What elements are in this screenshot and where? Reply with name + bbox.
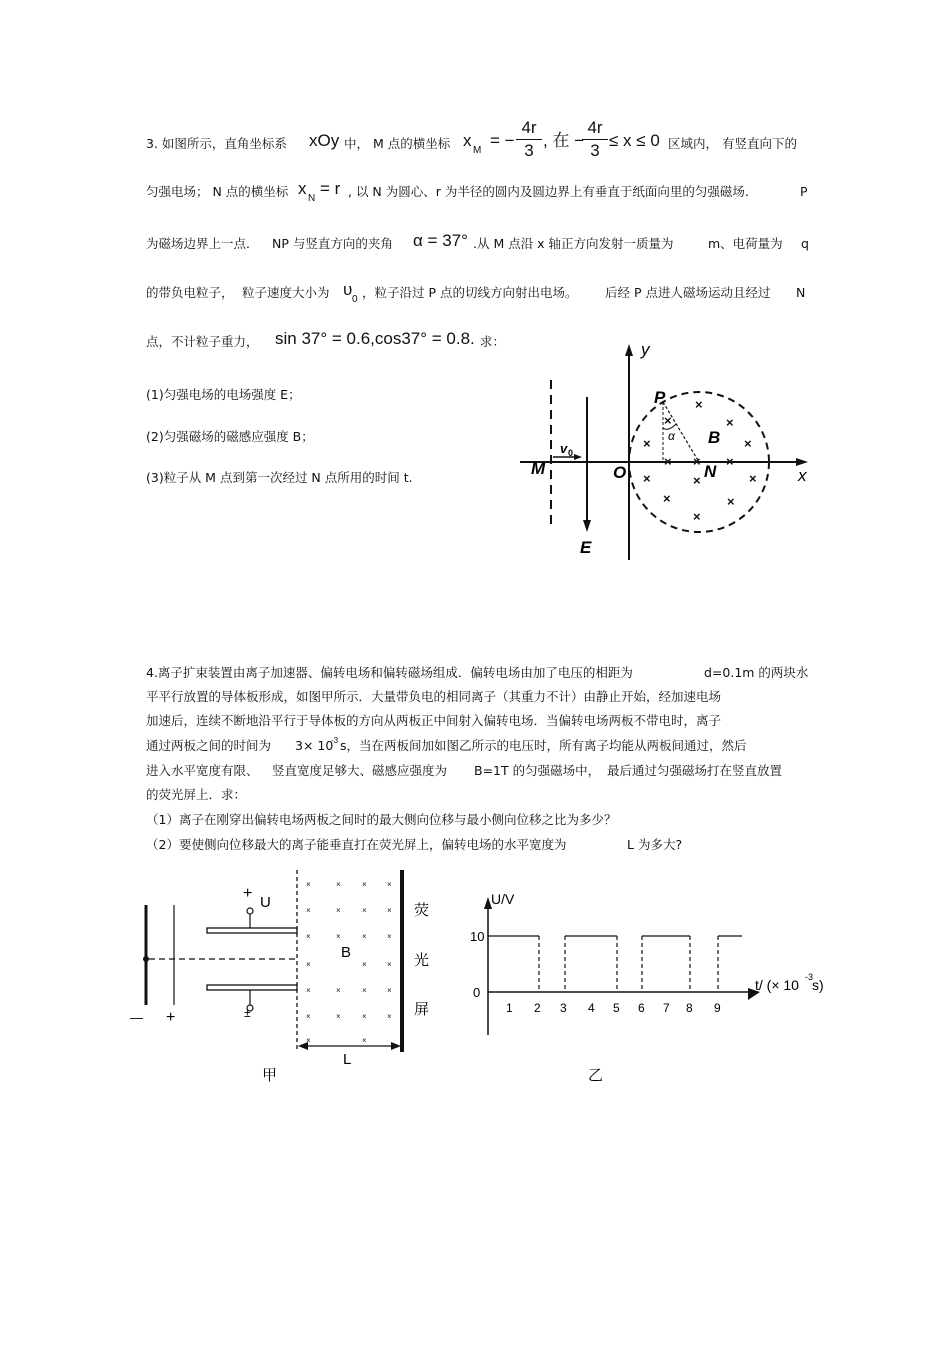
q4-line5-d: 最后通过匀强磁场打在竖直放置 — [607, 763, 783, 778]
q3-line4-b: 粒子速度大小为 — [242, 285, 330, 300]
q3-line4-f: 后经 P 点进人磁场运动且经过 — [605, 285, 771, 300]
jia-L: L — [343, 1051, 352, 1068]
yi-tick-6: 6 — [638, 1001, 645, 1015]
field-dot: × — [336, 906, 341, 915]
q3-fig-E: E — [580, 538, 592, 557]
q3-sub2: (2)匀强磁场的磁感应强度 B； — [146, 429, 314, 444]
q4-sub2-a: （2）要使侧向位移最大的离子能垂直打在荧光屏上，偏转电场的水平宽度为 — [146, 837, 567, 852]
yi-tick-7: 7 — [663, 1001, 670, 1015]
q3-line3-d: .从 M 点沿 x 轴正方向发射一质量为 — [473, 236, 674, 251]
q3-fig-alpha: α — [668, 429, 675, 443]
q4-line5-a: 进入水平宽度有限、 — [146, 763, 259, 778]
q3-xm-sub: M — [473, 145, 482, 156]
q3-v0-sub: 0 — [352, 294, 358, 305]
q3-fig-O: O — [613, 463, 627, 482]
yi-tick-8: 8 — [686, 1001, 693, 1015]
yi-xlabel-c: s) — [812, 977, 824, 993]
field-dot: × — [306, 906, 311, 915]
q4-line5-c: B=1T 的匀强磁场中， — [474, 763, 601, 778]
yi-tick-4: 4 — [588, 1001, 595, 1015]
q4-line4-d: s，当在两板间加如图乙所示的电压时，所有离子均能从两板间通过，然后 — [340, 738, 747, 753]
q3-line3-b: NP 与竖直方向的夹角 — [272, 236, 393, 251]
jia-caption: 甲 — [262, 1067, 278, 1084]
field-dot: × — [387, 880, 392, 889]
yi-tick-3: 3 — [560, 1001, 567, 1015]
q3-line1-a: 3. 如图所示，直角坐标系 — [146, 136, 287, 151]
q3-xn-sub: N — [308, 193, 316, 204]
q3-line5-a: 点，不计粒子重力， — [146, 334, 259, 349]
q3-trig: sin 37° = 0.6,cos37° = 0.8. — [275, 329, 475, 348]
field-cross: × — [727, 494, 735, 509]
yi-y0: 0 — [473, 985, 481, 1000]
field-cross: × — [744, 436, 752, 451]
jia-screen-1: 荧 — [414, 902, 430, 919]
q3-line4-a: 的带负电粒子， — [146, 285, 234, 300]
q3-line4-e: ，粒子沿过 P 点的切线方向射出电场。 — [362, 285, 578, 300]
q4-line6: 的荧光屏上．求： — [146, 787, 247, 802]
yi-tick-2: 2 — [534, 1001, 541, 1015]
field-dot: × — [362, 932, 367, 941]
jia-screen-3: 屏 — [414, 1001, 430, 1018]
q4-sub1: （1）离子在刚穿出偏转电场两板之间时的最大侧向位移与最小侧向位移之比为多少？ — [146, 812, 617, 827]
yi-caption: 乙 — [588, 1067, 604, 1084]
q3-line4-g: N — [796, 285, 806, 300]
field-dot: × — [387, 1012, 392, 1021]
field-cross: × — [664, 454, 672, 469]
jia-screen-2: 光 — [414, 952, 430, 969]
field-dot: × — [362, 986, 367, 995]
field-cross: × — [664, 413, 672, 428]
field-cross: × — [749, 471, 757, 486]
field-cross: × — [663, 491, 671, 506]
field-cross: × — [693, 509, 701, 524]
q3-fig-x: x — [798, 466, 807, 485]
q3-line1-i: 区域内， 有竖直向下的 — [668, 136, 797, 151]
field-dot: × — [362, 1012, 367, 1021]
q3-eq-minus: = − — [490, 131, 515, 150]
q4-line4-a: 通过两板之间的时间为 — [146, 738, 272, 753]
field-cross: × — [726, 454, 734, 469]
q4-line4-c: -3 — [331, 736, 339, 745]
q3-fraction-2: 4r 3 — [582, 118, 608, 161]
field-dot: × — [306, 1012, 311, 1021]
q3-xm: x — [463, 131, 472, 150]
field-cross: × — [643, 436, 651, 451]
yi-y10: 10 — [470, 929, 485, 944]
q3-fig-y: y — [641, 340, 650, 359]
q4-line5-b: 竖直宽度足够大、磁感应强度为 — [272, 763, 448, 778]
yi-tick-9: 9 — [714, 1001, 721, 1015]
q3-fig-N: N — [704, 462, 717, 481]
jia-plus-top: + — [243, 885, 253, 902]
field-dot: × — [336, 1012, 341, 1021]
field-dot: × — [306, 1036, 311, 1045]
field-cross: × — [693, 454, 701, 469]
field-cross: × — [693, 473, 701, 488]
q3-fig-P: P — [654, 388, 666, 407]
yi-ylabel: U/V — [491, 891, 515, 907]
q4-line1-b: d=0.1m 的两块水 — [704, 665, 809, 680]
field-dot: × — [362, 1036, 367, 1045]
q3-fig-M: M — [531, 459, 546, 478]
q3-line2-a: 匀强电场； N 点的横坐标 — [146, 184, 289, 199]
jia-minus-left: — — [130, 1010, 143, 1025]
field-dot: × — [306, 986, 311, 995]
jia-plus-left: + — [166, 1009, 176, 1026]
q3-alpha-eq: α = 37° — [413, 231, 468, 250]
q3-range-end: ≤ x ≤ 0 — [609, 131, 660, 150]
yi-xlabel-a: t/ (× 10 — [755, 977, 799, 993]
field-dot: × — [306, 880, 311, 889]
yi-tick-5: 5 — [613, 1001, 620, 1015]
field-dot: × — [387, 986, 392, 995]
jia-minus-bottom: ± — [244, 1006, 251, 1020]
field-dot: × — [336, 932, 341, 941]
q3-sub3: (3)粒子从 M 点到第一次经过 N 点所用的时间 t. — [146, 470, 413, 485]
q3-xoy: xOy — [309, 131, 340, 150]
field-dot: × — [306, 960, 311, 969]
q3-xn-eq: = r — [320, 179, 341, 198]
jia-B: B — [341, 944, 352, 961]
q3-line3-f: q — [801, 236, 809, 251]
q4-sub2-b: L 为多大? — [627, 837, 683, 852]
jia-U: U — [260, 894, 271, 911]
field-cross: × — [695, 397, 703, 412]
field-dot: × — [336, 986, 341, 995]
q3-fig-v0-sub: 0 — [568, 448, 574, 458]
q4-line1-a: 4.离子扩束装置由离子加速器、偏转电场和偏转磁场组成．偏转电场由加了电压的相距为 — [146, 665, 633, 680]
q3-v0: υ — [343, 280, 353, 299]
q3-line3-e: m、电荷量为 — [708, 236, 783, 251]
field-dot: × — [387, 960, 392, 969]
field-dot: × — [387, 932, 392, 941]
field-dot: × — [362, 960, 367, 969]
field-dot: × — [336, 880, 341, 889]
q3-line1-c: 中， M 点的横坐标 — [344, 136, 451, 151]
field-dot: × — [306, 932, 311, 941]
field-cross: × — [726, 415, 734, 430]
q3-line2-e: , 以 N 为圆心、r 为半径的圆内及圆边界上有垂直于纸面向里的匀强磁场. — [348, 184, 749, 199]
q3-xn: x — [298, 179, 307, 198]
q3-line3-a: 为磁场边界上一点. — [146, 236, 250, 251]
field-cross: × — [643, 471, 651, 486]
q3-range-start: , 在 − — [543, 131, 585, 150]
q4-line2: 平平行放置的导体板形成，如图甲所示．大量带负电的相同离子（其重力不计）由静止开始，经加速电场 — [146, 689, 722, 704]
yi-tick-1: 1 — [506, 1001, 513, 1015]
q3-fig-B: B — [708, 428, 721, 447]
field-dot: × — [362, 906, 367, 915]
q4-line4-b: 3× 10 — [295, 738, 334, 753]
q4-line3: 加速后，连续不断地沿平行于导体板的方向从两板正中间射入偏转电场．当偏转电场两板不带电时，离子 — [146, 713, 722, 728]
q3-fraction-1: 4r 3 — [516, 118, 542, 161]
field-dot: × — [362, 880, 367, 889]
field-dot: × — [387, 906, 392, 915]
yi-xlabel-b: -3 — [805, 972, 814, 982]
q3-line2-f: P — [800, 184, 808, 199]
q3-sub1: (1)匀强电场的电场强度 E； — [146, 387, 301, 402]
q3-fig-v0: v — [560, 441, 568, 456]
q3-line5-c: 求： — [480, 334, 506, 349]
